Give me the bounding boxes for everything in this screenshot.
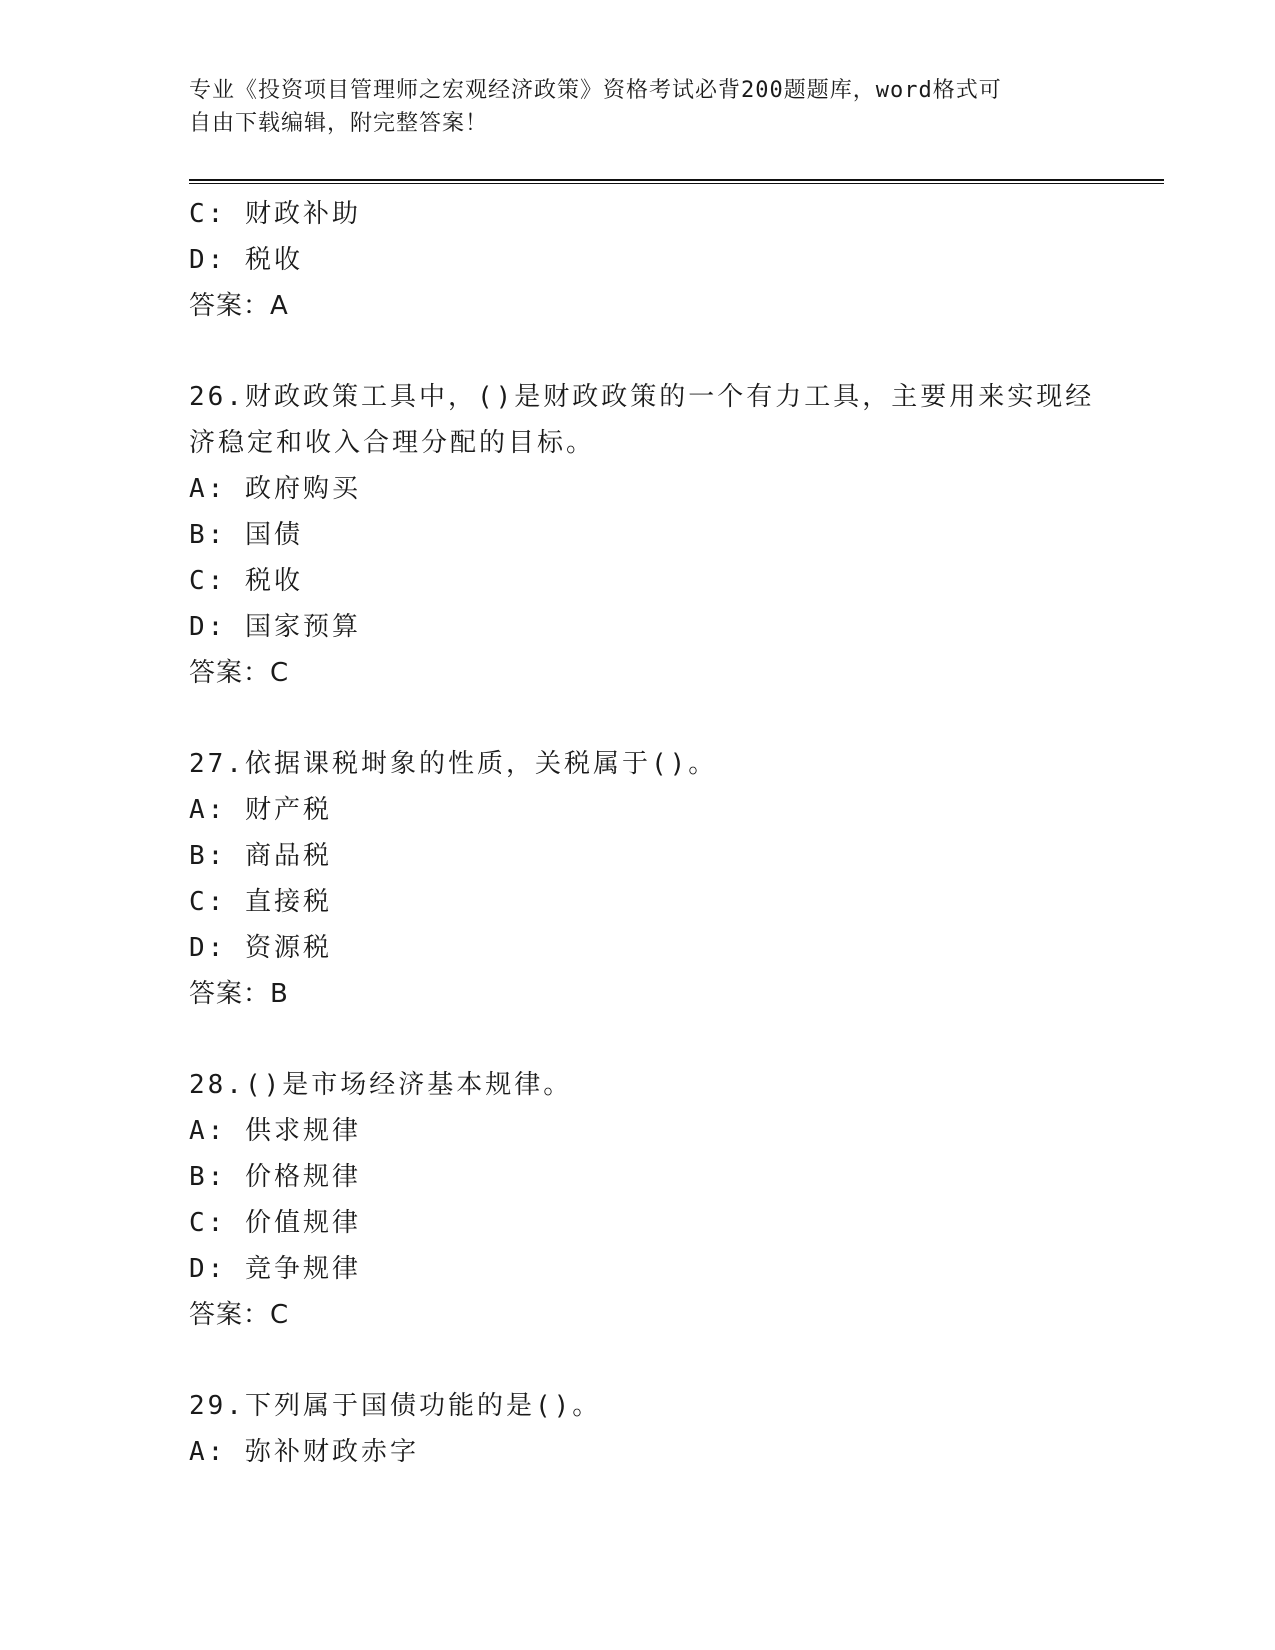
option-c: C: 财政补助	[189, 199, 361, 229]
spacer	[189, 329, 1089, 374]
spacer	[189, 1338, 1089, 1383]
option-d: D: 国家预算	[189, 612, 361, 642]
option-c: C: 直接税	[189, 887, 332, 917]
question-block-25	[189, 191, 1089, 329]
option-d: D: 竞争规律	[189, 1254, 361, 1284]
answer-label: 答案：B	[189, 979, 289, 1009]
answer-label: 答案：C	[189, 658, 290, 688]
header-title-line2: 自由下载编辑，附完整答案！	[189, 111, 489, 136]
option-c: C: 税收	[189, 566, 303, 596]
question-block-26	[189, 374, 1095, 696]
document-header	[189, 74, 1089, 140]
question-stem: 29.下列属于国债功能的是()。	[189, 1391, 602, 1421]
question-stem-continued: 济稳定和收入合理分配的目标。	[189, 428, 596, 458]
option-a: A: 政府购买	[189, 474, 361, 504]
spacer	[189, 696, 1089, 741]
answer-label: 答案：C	[189, 1300, 290, 1330]
question-stem: 28.()是市场经济基本规律。	[189, 1070, 573, 1100]
question-block-28	[189, 1062, 1089, 1338]
option-b: B: 商品税	[189, 841, 332, 871]
option-a: A: 供求规律	[189, 1116, 361, 1146]
question-block-29	[189, 1383, 1089, 1475]
question-block-27	[189, 741, 1089, 1017]
header-divider	[189, 179, 1164, 184]
option-a: A: 弥补财政赤字	[189, 1437, 419, 1467]
question-stem: 27.依据课税埘象的性质，关税属于()。	[189, 749, 718, 779]
question-stem: 26.财政政策工具中，()是财政政策的一个有力工具，主要用来实现经	[189, 382, 1095, 412]
option-b: B: 国债	[189, 520, 303, 550]
header-title-line1: 专业《投资项目管理师之宏观经济政策》资格考试必背200题题库，word格式可	[189, 78, 1002, 103]
answer-label: 答案：A	[189, 291, 289, 321]
option-b: B: 价格规律	[189, 1162, 361, 1192]
option-d: D: 税收	[189, 245, 303, 275]
spacer	[189, 1017, 1089, 1062]
option-a: A: 财产税	[189, 795, 332, 825]
option-d: D: 资源税	[189, 933, 332, 963]
question-list	[189, 191, 1095, 1475]
option-c: C: 价值规律	[189, 1208, 361, 1238]
